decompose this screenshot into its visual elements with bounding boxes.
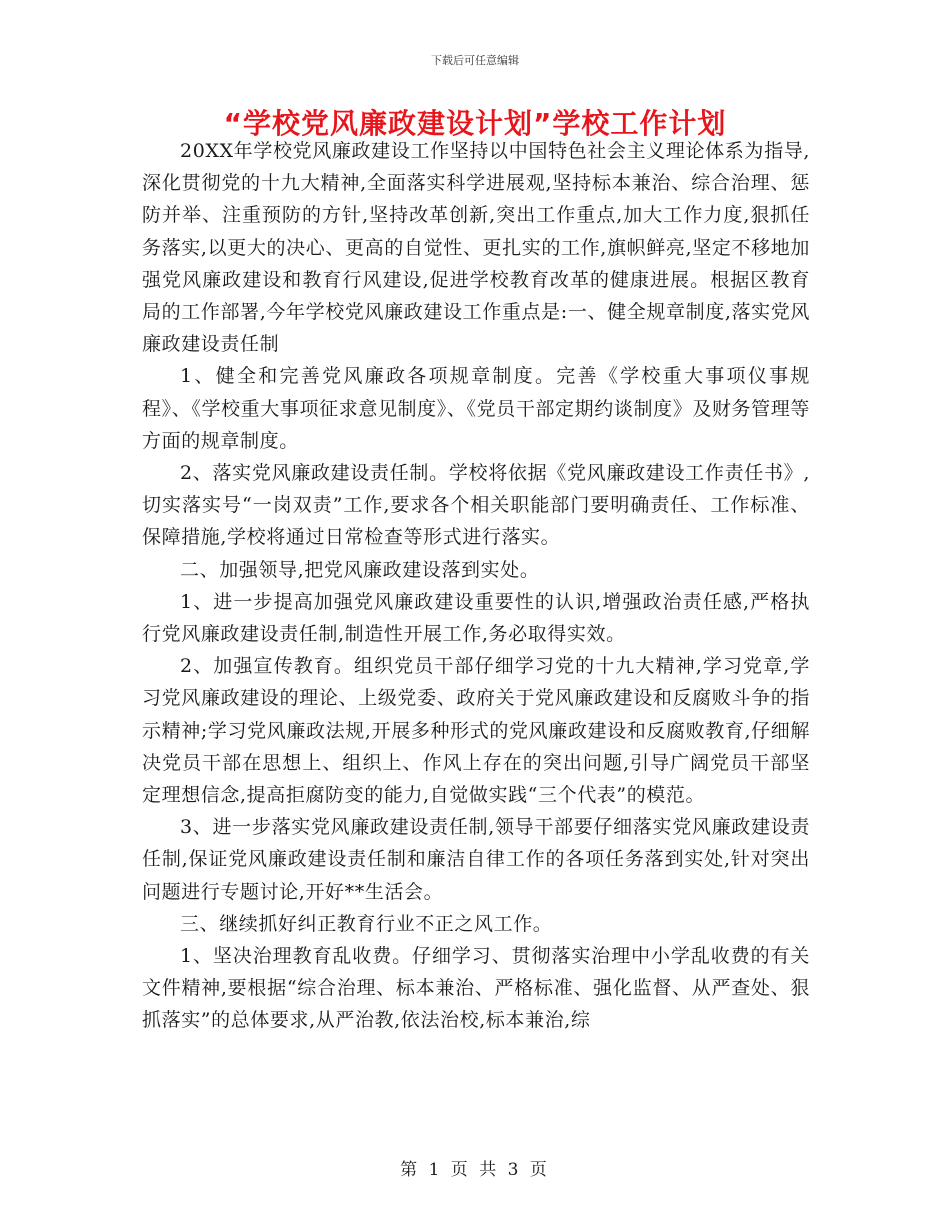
page-number: 第 1 页 共 3 页 — [400, 1160, 550, 1180]
section-heading-correction: 三、继续抓好纠正教育行业不正之风工作。 — [180, 912, 553, 935]
document-body — [142, 135, 810, 1037]
paragraph-responsibility: 2、落实党风廉政建设责任制。学校将依据《党风廉政建设工作责任书》,切实落实号“一岗双责”工作,要求各个相关职能部门要明确责任、工作标准、保障措施,学校将通过日常检查等形式进行落实。 — [142, 462, 810, 549]
section-heading-leadership: 二、加强领导,把党风廉政建设落到实处。 — [180, 558, 540, 581]
paragraph-fees: 1、坚决治理教育乱收费。仔细学习、贯彻落实治理中小学乱收费的有关文件精神,要根据“综合治理、标本兼治、严格标准、强化监督、从严查处、狠抓落实”的总体要求,从严治教,依法治校,标本兼治,综 — [142, 945, 810, 1032]
paragraph-rules: 1、健全和完善党风廉政各项规章制度。完善《学校重大事项仪事规程》、《学校重大事项征求意见制度》、《党员干部定期约谈制度》及财务管理等方面的规章制度。 — [142, 365, 810, 452]
paragraph-intro: 20XX年学校党风廉政建设工作坚持以中国特色社会主义理论体系为指导,深化贯彻党的十九大精神,全面落实科学进展观,坚持标本兼治、综合治理、惩防并举、注重预防的方针,坚持改革创新,突出工作重点,加大工作力度,狠抓任务落实,以更大的决心、更高的自觉性、更扎实的工作,旗帜鲜亮,坚定不移地加强党风廉政建设和教育行风建设,促进学校教育改革的健康进展。根据区教育局的工作部署,今年学校党风廉政建设工作重点是:一、健全规章制度,落实党风廉政建设责任制 — [142, 140, 810, 356]
document-title: “学校党风廉政建设计划”学校工作计划 — [223, 107, 727, 140]
paragraph-implementation: 3、进一步落实党风廉政建设责任制,领导干部要仔细落实党风廉政建设责任制,保证党风廉政建设责任制和廉洁自律工作的各项任务落到实处,针对突出问题进行专题讨论,开好**生活会。 — [142, 816, 810, 903]
paragraph-education: 2、加强宣传教育。组织党员干部仔细学习党的十九大精神,学习党章,学习党风廉政建设的理论、上级党委、政府关于党风廉政建设和反腐败斗争的指示精神;学习党风廉政法规,开展多种形式的党风廉政建设和反腐败教育,仔细解决党员干部在思想上、组织上、作风上存在的突出问题,引导广阔党员干部坚定理想信念,提高拒腐防变的能力,自觉做实践“三个代表”的模范。 — [142, 655, 810, 807]
header-note: 下载后可任意编辑 — [431, 54, 519, 67]
paragraph-awareness: 1、进一步提高加强党风廉政建设重要性的认识,增强政治责任感,严格执行党风廉政建设责任制,制造性开展工作,务必取得实效。 — [142, 590, 810, 646]
